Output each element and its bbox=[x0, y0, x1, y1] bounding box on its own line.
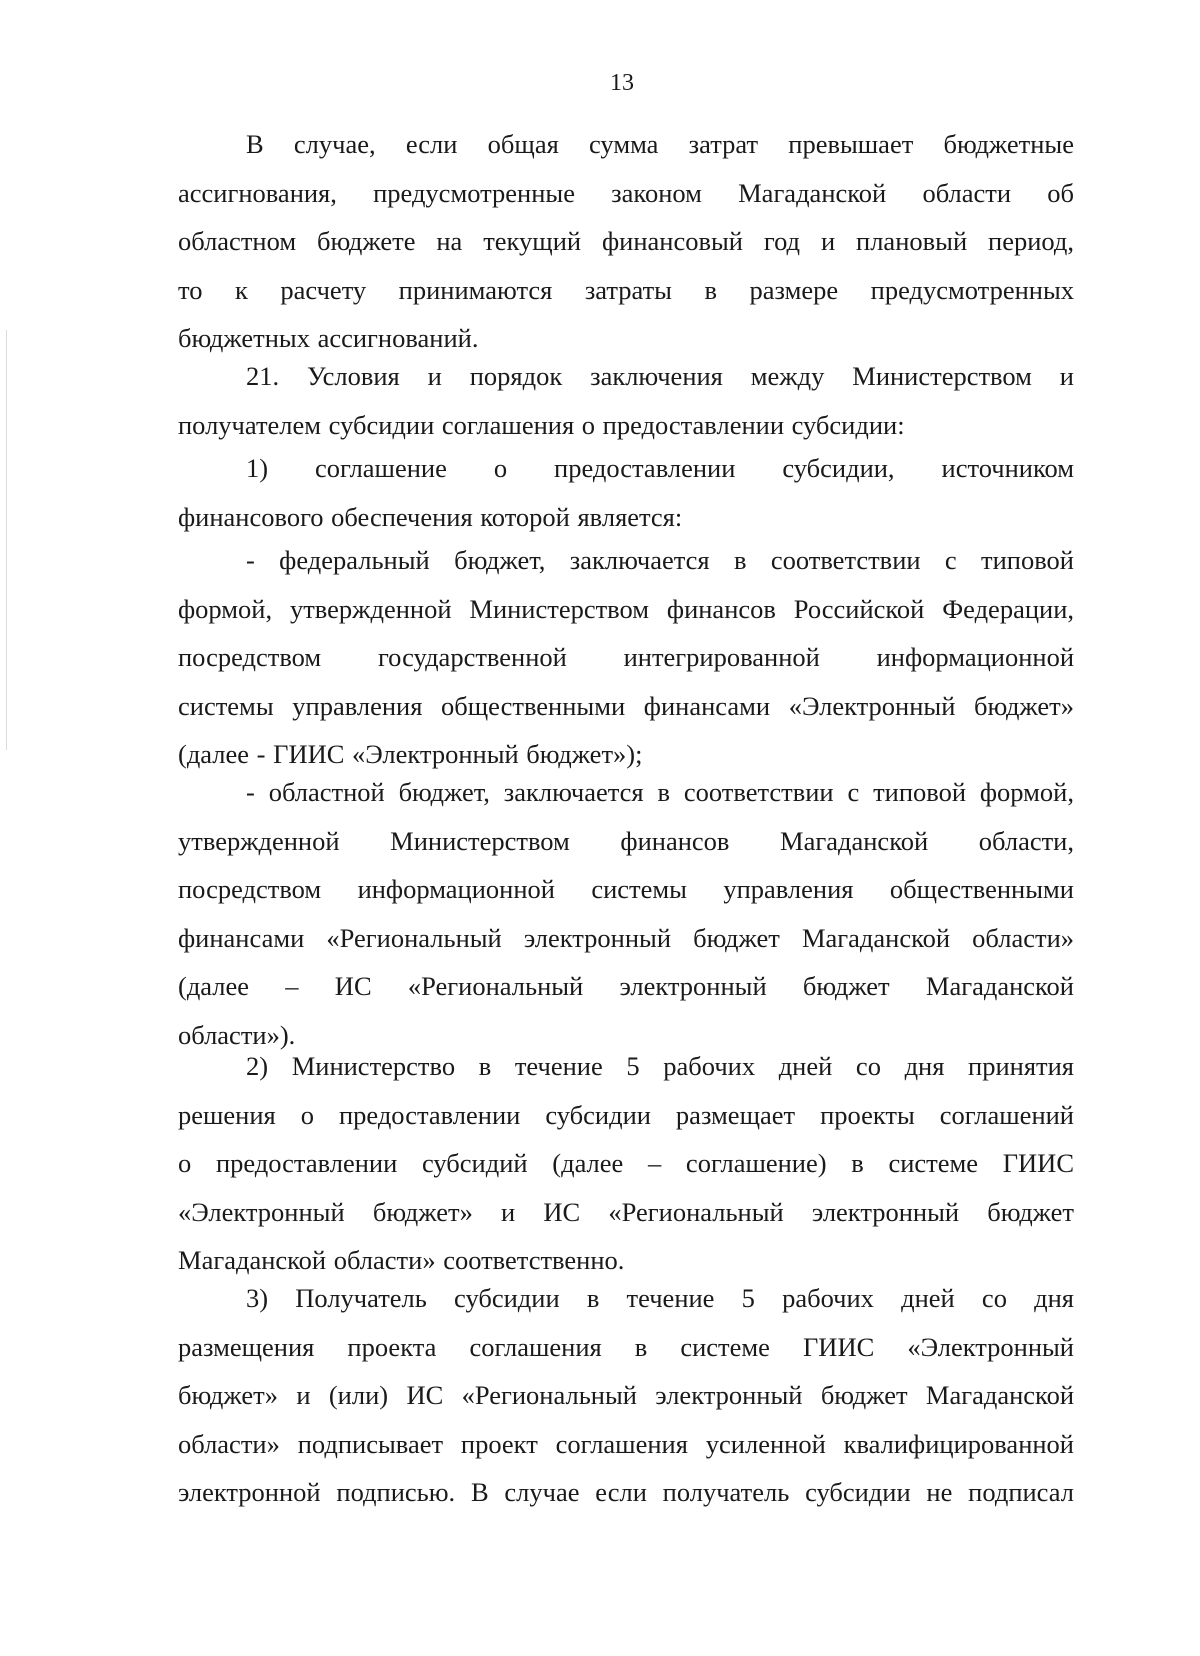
paragraph-subitem-1 bbox=[178, 444, 1074, 541]
paragraph-subitem-2 bbox=[178, 1042, 1074, 1285]
paragraph-regional-budget bbox=[178, 768, 1074, 1059]
text-line: финансового обеспечения которой является: bbox=[178, 501, 683, 532]
paragraph-item-21 bbox=[178, 352, 1074, 449]
text-line: (далее - ГИИС «Электронный бюджет»); bbox=[178, 739, 643, 769]
paragraph-subitem-3 bbox=[178, 1274, 1074, 1517]
page-number: 13 bbox=[610, 70, 634, 96]
text-line: решения о предоставлении субсидии размещает проекты соглашений bbox=[178, 1099, 1074, 1130]
text-line: утвержденной Министерством финансов Магаданской области, bbox=[178, 825, 1074, 856]
text-line: электронной подписью. В случае если получатель субсидии не подписал bbox=[178, 1477, 1074, 1507]
text-line: области» подписывает проект соглашения усиленной квалифицированной bbox=[178, 1428, 1074, 1459]
text-line: то к расчету принимаются затраты в размере предусмотренных bbox=[178, 274, 1074, 305]
text-line: областном бюджете на текущий финансовый год и плановый период, bbox=[178, 226, 1074, 256]
text-line: Магаданской области» соответственно. bbox=[178, 1245, 625, 1275]
text-line: - областной бюджет, заключается в соответствии с типовой формой, bbox=[246, 777, 1074, 807]
text-line: 1) соглашение о предоставлении субсидии, источником bbox=[246, 453, 1074, 483]
text-line: получателем субсидии соглашения о предоставлении субсидии: bbox=[178, 409, 905, 440]
text-line: посредством информационной системы управления общественными bbox=[178, 874, 1074, 904]
paragraph-federal-budget bbox=[178, 536, 1074, 779]
text-line: 2) Министерство в течение 5 рабочих дней со дня принятия bbox=[246, 1051, 1074, 1081]
text-line: формой, утвержденной Министерством финансов Российской Федерации, bbox=[178, 593, 1074, 624]
text-line: (далее – ИС «Региональный электронный бюджет Магаданской bbox=[178, 971, 1074, 1001]
text-line: 3) Получатель субсидии в течение 5 рабочих дней со дня bbox=[246, 1283, 1074, 1313]
text-line: 21. Условия и порядок заключения между Министерством и bbox=[246, 361, 1074, 391]
text-line: о предоставлении субсидий (далее – соглашение) в системе ГИИС bbox=[178, 1148, 1074, 1178]
text-line: бюджет» и (или) ИС «Региональный электронный бюджет Магаданской bbox=[178, 1380, 1074, 1410]
paragraph-cost-excess bbox=[178, 120, 1074, 363]
text-line: размещения проекта соглашения в системе ГИИС «Электронный bbox=[178, 1331, 1074, 1362]
text-line: посредством государственной интегрированной информационной bbox=[178, 642, 1074, 672]
scan-edge-mark bbox=[6, 330, 7, 750]
text-line: ассигнования, предусмотренные законом Магаданской области об bbox=[178, 177, 1074, 208]
text-line: - федеральный бюджет, заключается в соответствии с типовой bbox=[246, 545, 1074, 575]
text-line: бюджетных ассигнований. bbox=[178, 323, 479, 353]
text-line: области»). bbox=[178, 1019, 296, 1050]
text-line: «Электронный бюджет» и ИС «Региональный электронный бюджет bbox=[178, 1196, 1074, 1227]
text-line: финансами «Региональный электронный бюджет Магаданской области» bbox=[178, 922, 1074, 953]
text-line: системы управления общественными финансами «Электронный бюджет» bbox=[178, 690, 1074, 721]
text-line: В случае, если общая сумма затрат превышает бюджетные bbox=[246, 129, 1074, 159]
